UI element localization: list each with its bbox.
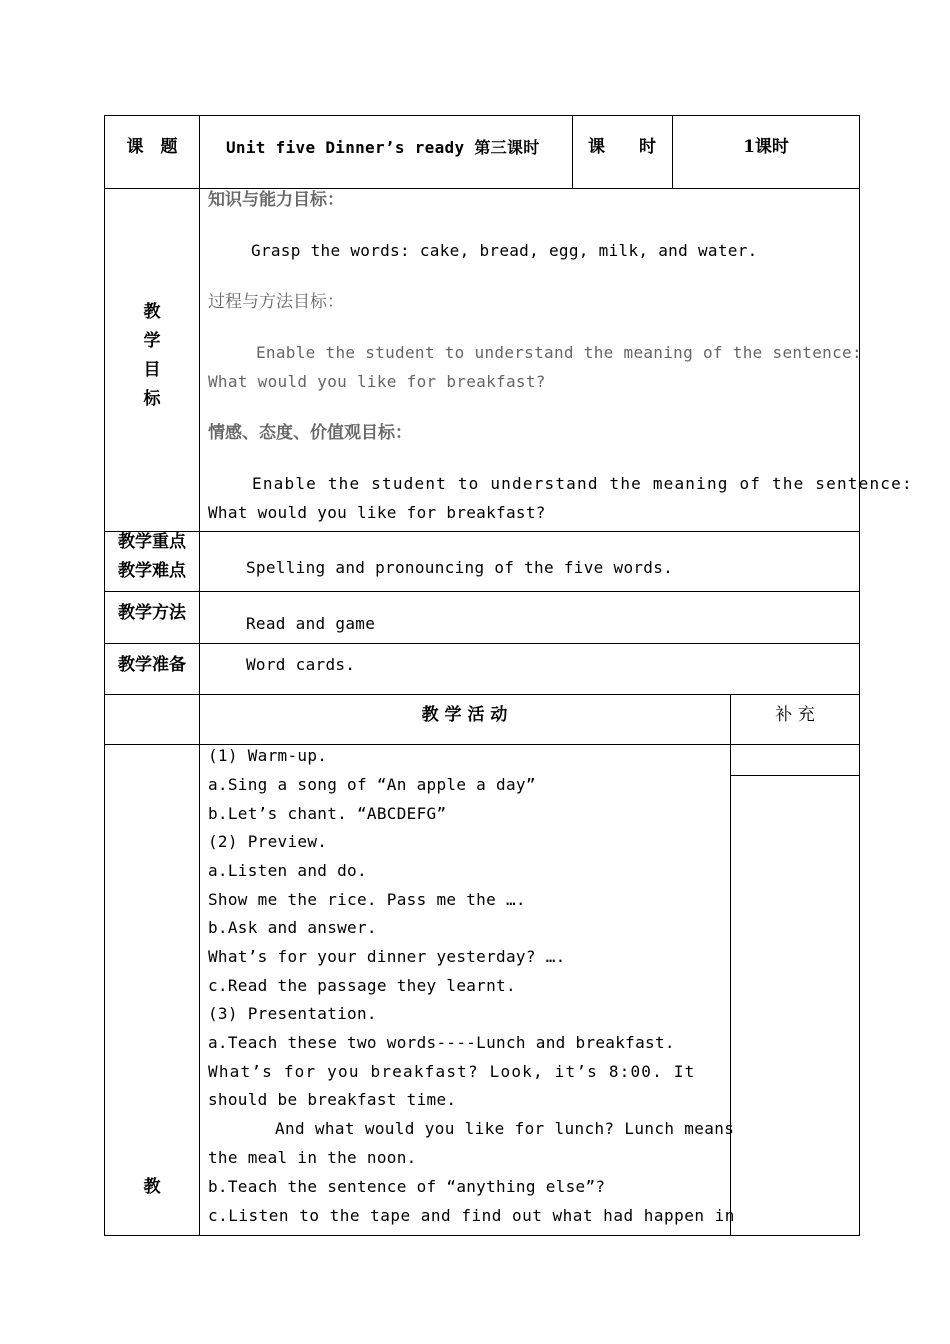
supplement-header: 补 充 [775, 705, 815, 725]
table-border-right [859, 115, 860, 1236]
row-divider [104, 744, 860, 745]
row-divider [104, 643, 860, 644]
activities-header: 教 学 活 动 [421, 705, 508, 725]
activities-side-label: 教 [143, 1177, 161, 1197]
period-value: 1课时 [743, 137, 789, 157]
activity-line: a.Sing a song of “An apple a day” [208, 775, 536, 794]
activity-line: (1) Warm-up. [208, 746, 328, 765]
table-border-bottom [104, 1235, 860, 1236]
emotion-text-line2: What would you like for breakfast? [208, 503, 546, 522]
emotion-title: 情感、态度、价值观目标： [208, 423, 412, 443]
activity-line: What’s for you breakfast? Look, it’s 8:00. It [208, 1062, 696, 1081]
objectives-label-char: 目 [143, 360, 161, 380]
row-divider [104, 591, 860, 592]
method-label: 教学方法 [118, 603, 186, 623]
activity-line: (2) Preview. [208, 832, 328, 851]
key-points-text: Spelling and pronouncing of the five words. [246, 558, 674, 577]
process-text-line1: Enable the student to understand the meaning of the sentence: [256, 343, 862, 362]
emotion-text-line1: Enable the student to understand the meaning of the sentence: [252, 474, 913, 493]
column-divider [199, 115, 200, 1236]
activity-line: a.Listen and do. [208, 861, 367, 880]
objectives-label-char: 标 [143, 389, 161, 409]
objectives-label-char: 教 [143, 302, 161, 322]
activity-line: b.Ask and answer. [208, 918, 377, 937]
row-divider [104, 694, 860, 695]
difficult-points-label: 教学难点 [118, 561, 186, 581]
activity-line: should be breakfast time. [208, 1090, 457, 1109]
activity-line: (3) Presentation. [208, 1004, 377, 1023]
activity-line: b.Let’s chant. “ABCDEFG” [208, 804, 447, 823]
objectives-label-char: 学 [143, 331, 161, 351]
method-text: Read and game [246, 614, 376, 633]
activity-line: And what would you like for lunch? Lunch means [275, 1119, 735, 1138]
activity-line: b.Teach the sentence of “anything else”? [208, 1177, 606, 1196]
activity-line: What’s for your dinner yesterday? …. [208, 947, 566, 966]
knowledge-title: 知识与能力目标： [208, 190, 344, 210]
row-divider [104, 188, 860, 189]
activity-line: Show me the rice. Pass me the …. [208, 890, 526, 909]
activity-line: c.Listen to the tape and find out what had happen in [208, 1206, 735, 1225]
topic-label: 课 题 [126, 137, 178, 157]
key-points-label: 教学重点 [118, 532, 186, 552]
preparation-label: 教学准备 [118, 655, 186, 675]
objectives-label [104, 298, 200, 414]
row-divider [104, 531, 860, 532]
process-text-line2: What would you like for breakfast? [208, 372, 546, 391]
supplement-divider [730, 775, 860, 776]
preparation-text: Word cards. [246, 655, 356, 674]
process-title: 过程与方法目标： [208, 292, 344, 312]
table-border-left [104, 115, 105, 1236]
activity-line: a.Teach these two words----Lunch and breakfast. [208, 1033, 675, 1052]
topic-value: Unit five Dinner’s ready 第三课时 [226, 138, 540, 157]
column-divider [730, 694, 731, 1236]
activity-line: c.Read the passage they learnt. [208, 976, 516, 995]
table-border-top [104, 115, 860, 116]
period-label: 课 时 [588, 137, 656, 157]
knowledge-text: Grasp the words: cake, bread, egg, milk, and water. [251, 241, 758, 260]
activity-line: the meal in the noon. [208, 1148, 417, 1167]
